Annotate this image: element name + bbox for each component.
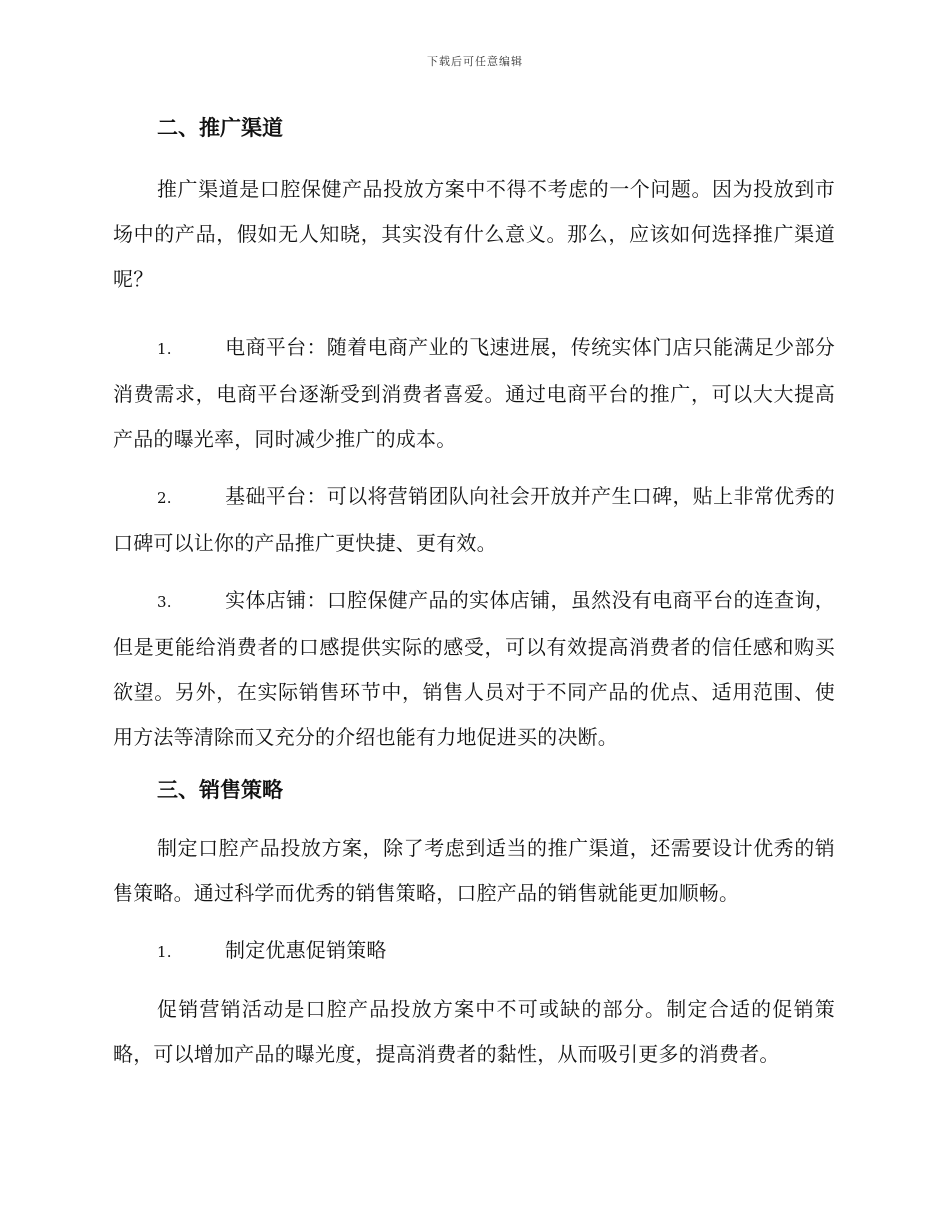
list-number: 1. — [157, 943, 172, 961]
list-item-text: 实体店铺：口腔保健产品的实体店铺，虽然没有电商平台的连查询，但是更能给消费者的口感提供实际的感受，可以有效提高消费者的信任感和购买欲望。另外，在实际销售环节中，销售人员对于不同产品的优点、适用范围、使用方法等清除而又充分的介绍也能有力地促进买的决断。 — [113, 588, 835, 749]
list-item-text: 基础平台：可以将营销团队向社会开放并产生口碑，贴上非常优秀的口碑可以让你的产品推广更快捷、更有效。 — [113, 484, 835, 555]
section-heading-sales-strategy: 三、销售策略 — [157, 778, 283, 802]
paragraph-promotion-activity: 促销营销活动是口腔产品投放方案中不可或缺的部分。制定合适的促销策略，可以增加产品的曝光度，提高消费者的黏性，从而吸引更多的消费者。 — [113, 997, 835, 1066]
list-item-ecommerce — [113, 325, 835, 462]
header-note: 下载后可任意编辑 — [427, 55, 523, 68]
list-number: 2. — [157, 489, 172, 507]
paragraph-sales-intro: 制定口腔产品投放方案，除了考虑到适当的推广渠道，还需要设计优秀的销售策略。通过科学而优秀的销售策略，口腔产品的销售就能更加顺畅。 — [113, 836, 835, 905]
paragraph-promotion-intro: 推广渠道是口腔保健产品投放方案中不得不考虑的一个问题。因为投放到市场中的产品，假如无人知晓，其实没有什么意义。那么，应该如何选择推广渠道呢？ — [113, 177, 835, 291]
document-body — [113, 110, 835, 1077]
list-item-text: 制定优惠促销策略 — [225, 938, 387, 962]
list-item-promotion-strategy — [113, 928, 835, 975]
list-item-physical-store — [113, 578, 835, 760]
list-number: 3. — [157, 593, 172, 611]
list-item-text: 电商平台：随着电商产业的飞速进展，传统实体门店只能满足少部分消费需求，电商平台逐渐受到消费者喜爱。通过电商平台的推广，可以大大提高产品的曝光率，同时减少推广的成本。 — [113, 335, 835, 451]
list-item-basic-platform — [113, 474, 835, 566]
list-number: 1. — [157, 340, 172, 358]
section-heading-promotion-channels: 二、推广渠道 — [157, 116, 283, 140]
